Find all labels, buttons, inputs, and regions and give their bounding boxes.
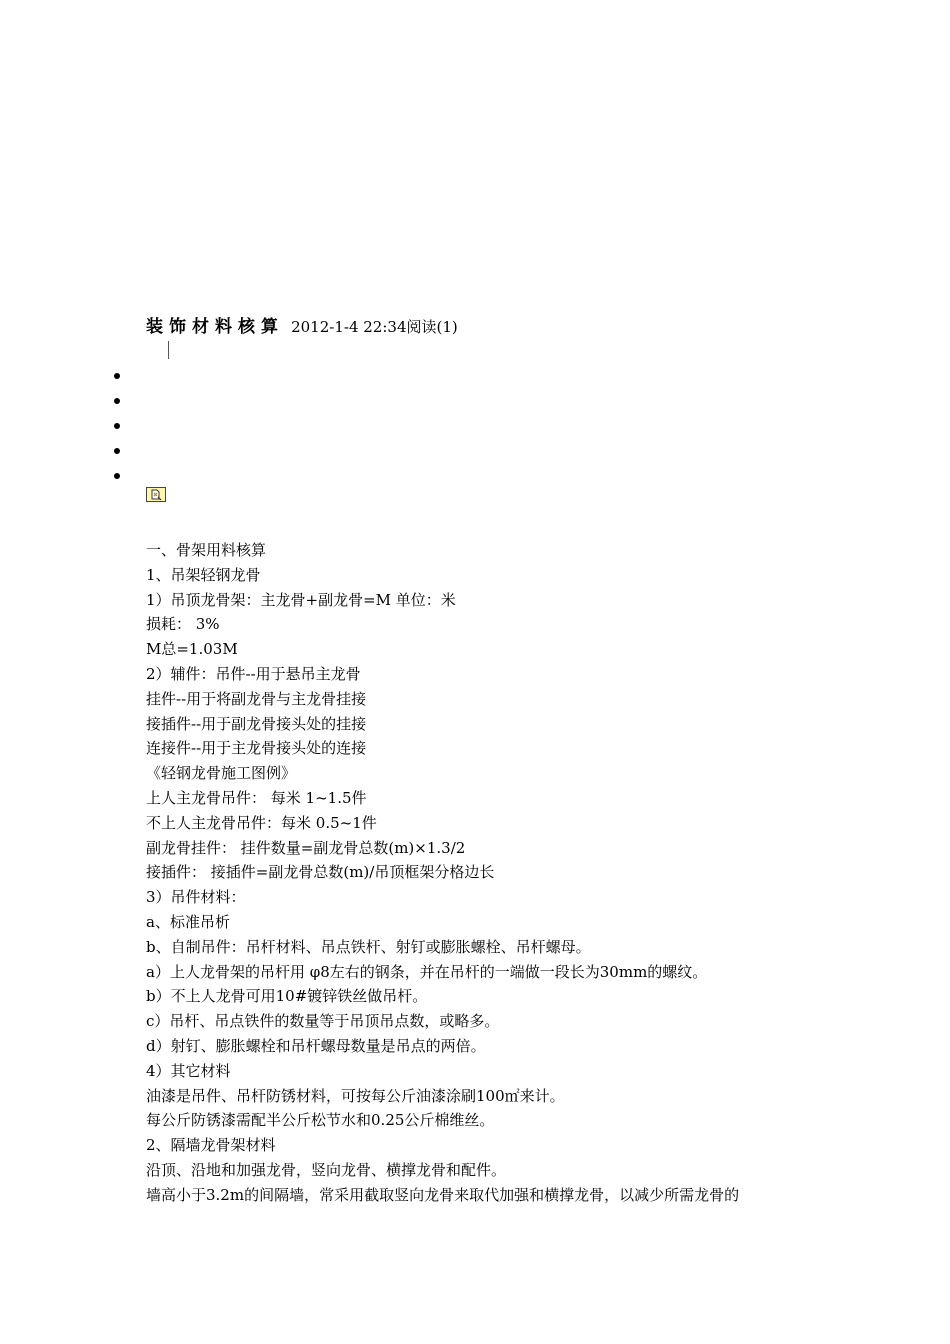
body-line: c）吊杆、吊点铁件的数量等于吊顶吊点数，或略多。	[146, 1012, 500, 1031]
body-line: M总=1.03M	[146, 640, 238, 659]
read-count: 阅读(1)	[406, 318, 458, 336]
body-line: 一、骨架用料核算	[146, 541, 267, 559]
article-body	[146, 538, 826, 1208]
body-line: 接插件： 接插件=副龙骨总数(m)/吊顶框架分格边长	[146, 863, 495, 882]
article-header	[146, 315, 458, 339]
article-date: 2012-1-4 22:34	[291, 318, 407, 336]
body-line: a）上人龙骨架的吊杆用 φ8左右的钢条，并在吊杆的一端做一段长为30mm的螺纹。	[146, 962, 708, 981]
body-line: 挂件--用于将副龙骨与主龙骨挂接	[146, 689, 367, 708]
body-line: 2）辅件：吊件--用于悬吊主龙骨	[146, 664, 361, 683]
body-line: 墙高小于3.2m的间隔墙，常采用截取竖向龙骨来取代加强和横撑龙骨，以减少所需龙骨的	[146, 1185, 740, 1204]
body-line: 每公斤防锈漆需配半公斤松节水和0.25公斤棉维丝。	[146, 1111, 495, 1130]
body-line: 2、隔墙龙骨架材料	[146, 1136, 276, 1155]
body-line: b）不上人龙骨可用10#镀锌铁丝做吊杆。	[146, 987, 428, 1006]
document-icon-glyph	[147, 488, 165, 501]
body-line: 不上人主龙骨吊件：每米 0.5~1件	[146, 813, 377, 832]
body-line: 副龙骨挂件： 挂件数量=副龙骨总数(m)×1.3/2	[146, 838, 466, 857]
body-line: 上人主龙骨吊件： 每米 1~1.5件	[146, 788, 367, 807]
body-line: 接插件--用于副龙骨接头处的挂接	[146, 714, 367, 733]
body-line: 《轻钢龙骨施工图例》	[146, 764, 297, 783]
body-line: 连接件--用于主龙骨接头处的连接	[146, 739, 367, 758]
body-line: 损耗： 3%	[146, 615, 220, 634]
body-line: 沿顶、沿地和加强龙骨，竖向龙骨、横撑龙骨和配件。	[146, 1160, 507, 1179]
body-line: 1、吊架轻钢龙骨	[146, 565, 261, 584]
body-line: 3）吊件材料：	[146, 888, 246, 907]
document-icon[interactable]	[146, 487, 166, 502]
body-line: b、自制吊件：吊杆材料、吊点铁杆、射钉或膨胀螺栓、吊杆螺母。	[146, 937, 591, 956]
toolbar-divider	[168, 341, 169, 359]
body-line: 油漆是吊件、吊杆防锈材料，可按每公斤油漆涂刷100㎡来计。	[146, 1086, 565, 1105]
body-line: d）射钉、膨胀螺栓和吊杆螺母数量是吊点的两倍。	[146, 1036, 486, 1055]
body-line: 4）其它材料	[146, 1061, 231, 1080]
body-line: a、标准吊析	[146, 912, 230, 931]
body-line: 1）吊顶龙骨架：主龙骨+副龙骨=M 单位：米	[146, 590, 456, 609]
article-title: 装饰材料核算	[146, 317, 284, 337]
